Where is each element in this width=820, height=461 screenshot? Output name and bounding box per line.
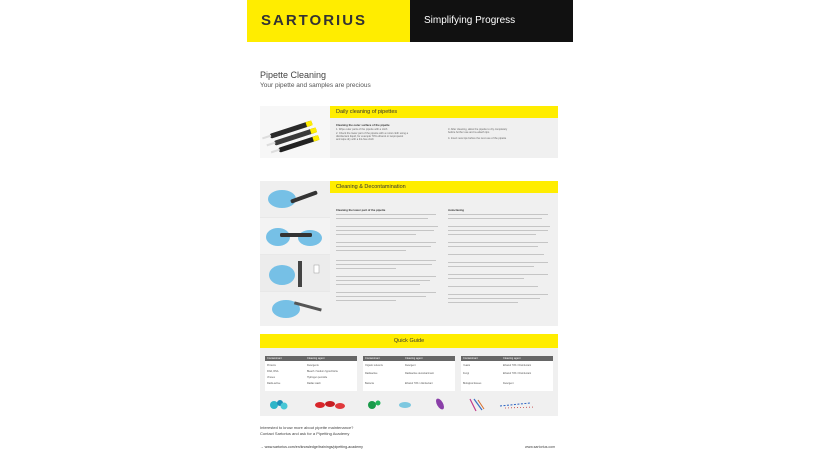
contaminant-illustrations (260, 396, 558, 414)
text-line (336, 276, 436, 277)
pipettes-photo (260, 106, 330, 158)
text-line (448, 230, 548, 231)
text-line (336, 226, 438, 227)
decontamination-illustration (260, 181, 330, 326)
text-line (336, 280, 430, 281)
quick-guide-panel (260, 334, 558, 416)
cell: Detergents (307, 364, 319, 367)
cell: Bacteria (365, 382, 374, 385)
decontamination-title-bar (330, 181, 558, 193)
daily-cleaning-title: Daily cleaning of pipettes (336, 109, 398, 115)
cell: Yeasts (463, 364, 471, 367)
photo-step-3 (260, 255, 330, 291)
decontamination-photos (260, 181, 330, 326)
decontamination-panel (260, 181, 558, 326)
website-link[interactable]: www.sartorius.com (525, 445, 556, 449)
daily-step-2b: disinfectant liquid, for example 70% ethanol or isopropanol (336, 135, 404, 138)
fungi-illustration (470, 399, 484, 411)
cell: Radioactive decontaminant (405, 372, 434, 375)
text-line (336, 284, 420, 285)
pipettes-illustration (260, 106, 330, 158)
text-line (448, 226, 550, 227)
text-line (336, 246, 431, 247)
page-title: Pipette Cleaning (260, 70, 327, 80)
text-line (448, 294, 548, 295)
cell: Radioactive (365, 372, 378, 375)
col-header-contaminant: Contaminant (463, 357, 478, 360)
page-subtitle: Your pipette and samples are precious (260, 82, 371, 89)
glove-1 (268, 190, 296, 208)
bacteria-illustration (368, 401, 381, 410)
cell: Detergent (405, 364, 416, 367)
daily-step-1: 1. Wipe outer parts of the pipette with a cloth (336, 128, 388, 131)
cell: Detergent (503, 382, 514, 385)
decon-left-subhead: Cleaning the lower part of the pipette (336, 208, 386, 212)
text-line (448, 242, 548, 243)
cell: Radio-active (267, 382, 281, 385)
text-line (336, 250, 406, 251)
cell: Proteins (267, 364, 276, 367)
daily-cleaning-title-bar (330, 106, 558, 118)
dna-illustration (315, 401, 345, 409)
decon-right-subhead: Autoclaving (448, 208, 465, 212)
protein-illustration (270, 400, 288, 410)
quick-guide-title: Quick Guide (393, 338, 425, 344)
photo-step-1 (260, 181, 330, 217)
cell: Biological tissues (463, 382, 482, 385)
daily-step-3: 3. After cleaning, allow the pipette to dry completely (448, 128, 508, 131)
daily-subhead: Cleaning the outer surface of the pipette (336, 123, 390, 127)
cell: Fungi (463, 372, 469, 375)
text-line (336, 300, 396, 301)
col-header-agent: Cleaning agent (405, 357, 423, 360)
header-yellow-block (247, 0, 410, 42)
text-line (336, 292, 436, 293)
quick-guide-column-2 (363, 356, 455, 391)
text-line (448, 266, 534, 267)
text-line (336, 268, 396, 269)
footer-line-1: Interested to know more about pipette maintenance? (260, 425, 354, 430)
cell: Ethanol 70% / Disinfectant (503, 364, 532, 367)
text-line (336, 242, 436, 243)
cell: Organic solvents (365, 364, 383, 367)
pipette-tip-1 (262, 135, 271, 140)
pipette-photo-2 (280, 233, 312, 237)
text-line (336, 260, 436, 261)
text-line (336, 296, 426, 297)
cell: Ethanol 70% / disinfectant (405, 382, 433, 385)
text-line (448, 214, 548, 215)
quick-guide-column-3 (461, 356, 553, 391)
daily-step-3b: before further use and re-attach tips (448, 131, 490, 134)
decontamination-title: Cleaning & Decontamination (336, 184, 406, 190)
pipette-tip-2 (266, 142, 275, 147)
daily-step-2c: and wipe dry with a lint-free cloth (336, 138, 374, 141)
header-black-block (410, 0, 573, 42)
col-header-agent: Cleaning agent (307, 357, 325, 360)
academy-link[interactable]: → www.sartorius.com/en/knowledge/trainings/pipetting-academy (260, 445, 363, 449)
tissue-illustration (500, 403, 535, 408)
quick-guide-title-bar (260, 334, 558, 348)
text-line (448, 254, 544, 255)
tagline: Simplifying Progress (424, 15, 516, 26)
col-header-contaminant: Contaminant (267, 357, 282, 360)
text-line (448, 302, 518, 303)
col-header-contaminant: Contaminant (365, 357, 380, 360)
cell: Viruses (267, 376, 275, 379)
text-line (448, 274, 548, 275)
text-line (336, 214, 436, 215)
text-line (448, 262, 548, 263)
text-line (448, 286, 538, 287)
text-line (448, 298, 540, 299)
text-line (336, 218, 428, 219)
glove-3 (298, 230, 322, 246)
column-header (461, 356, 553, 361)
footer-line-2: Contact Sartorius and ask for a Pipetting Academy (260, 431, 350, 436)
text-line (336, 230, 434, 231)
pipette-cleaning-poster (247, 0, 573, 461)
quick-guide-column-1 (265, 356, 357, 391)
glove-4 (269, 265, 295, 285)
daily-step-4: 4. Insert new tips before the next use of the pipette (448, 137, 507, 140)
yeast-illustration (434, 397, 445, 410)
pipette-photo-3 (298, 261, 302, 287)
text-line (448, 234, 536, 235)
column-header (265, 356, 357, 361)
text-line (336, 234, 416, 235)
cell: Hydrogen peroxide (307, 376, 328, 379)
text-line (448, 278, 524, 279)
cell: Bleach / Sodium hypochlorite (307, 370, 338, 373)
text-line (448, 218, 542, 219)
text-line (448, 246, 538, 247)
pipette-tip-3 (271, 149, 280, 154)
daily-cleaning-panel (260, 106, 558, 158)
photo-step-2 (260, 218, 330, 254)
cell: DNA, RNA (267, 370, 279, 373)
text-line (336, 264, 432, 265)
sartorius-logo: SARTORIUS (261, 12, 368, 29)
photo-step-4 (260, 292, 330, 326)
virus-illustration (399, 402, 411, 408)
column-header (363, 356, 455, 361)
cell: Radiac wash (307, 382, 321, 385)
col-header-agent: Cleaning agent (503, 357, 521, 360)
tube-icon (314, 265, 319, 273)
daily-step-2: 2. Check the lower part of the pipette with a moist cloth using a (336, 132, 409, 135)
cell: Ethanol 70% / Disinfectant (503, 372, 532, 375)
